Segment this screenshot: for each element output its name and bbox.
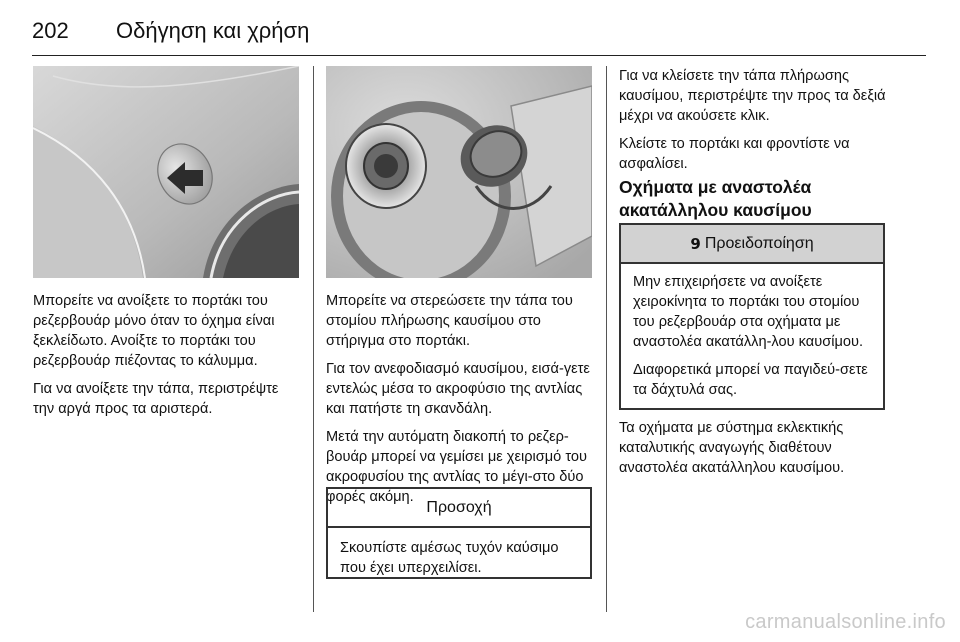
fuel-filler-neck-illustration <box>326 66 592 278</box>
column-3-after-text <box>619 418 887 486</box>
column-divider <box>606 66 607 612</box>
warning-body <box>621 264 883 414</box>
page-number: 202 <box>32 18 69 43</box>
page-title: Οδήγηση και χρήση <box>116 18 310 43</box>
warning-box <box>619 223 885 410</box>
warning-header <box>621 225 883 264</box>
header-rule <box>32 55 926 56</box>
fuel-door-illustration <box>33 66 299 278</box>
column-1-text <box>33 291 301 427</box>
paragraph: Μπορείτε να στερεώσετε την τάπα του στομίου πλήρωσης καυσίμου στο στήριγμα στο πορτάκι. <box>326 293 573 349</box>
column-3-text <box>619 66 887 182</box>
paragraph: Μετά την αυτόματη διακοπή το ρεζερ-βουάρ μπορεί να γεμίσει με χειρισμό του ακροφυσίου της αντλίας το μέγι-στο δύο φορές ακόμη. <box>326 429 587 505</box>
caution-box <box>326 487 592 579</box>
caution-title: Προσοχή <box>328 489 590 528</box>
warning-title: Προειδοποίηση <box>704 234 814 252</box>
page-header <box>0 0 960 58</box>
paragraph: Για τον ανεφοδιασμό καυσίμου, εισά-γετε εντελώς μέσα το ακροφύσιο της αντλίας και πατήστε τη σκανδάλη. <box>326 361 590 417</box>
paragraph: Για να κλείσετε την τάπα πλήρωσης καυσίμου, περιστρέψτε την προς τα δεξιά μέχρι να ακούσετε κλικ. <box>619 68 886 124</box>
paragraph: Τα οχήματα με σύστημα εκλεκτικής καταλυτικής αναγωγής διαθέτουν αναστολέα ακατάλληλου καυσίμου. <box>619 420 845 476</box>
paragraph: Μπορείτε να ανοίξετε το πορτάκι του ρεζερβουάρ μόνο όταν το όχημα είναι ξεκλείδωτο. Ανοίξτε το πορτάκι του ρεζερβουάρ πιέζοντας το κάλυμμα. <box>33 293 275 369</box>
paragraph: Μην επιχειρήσετε να ανοίξετε χειροκίνητα το πορτάκι του στομίου του ρεζερβουάρ στα οχήματα με αναστολέα ακατάλλη-λου καυσίμου. <box>633 274 864 350</box>
watermark: carmanualsonline.info <box>745 611 946 633</box>
warning-icon: 9 <box>690 234 701 253</box>
column-divider <box>313 66 314 612</box>
paragraph: Για να ανοίξετε την τάπα, περιστρέψτε την αργά προς τα αριστερά. <box>33 381 279 417</box>
column-2-text <box>326 291 594 515</box>
section-heading: Οχήματα με αναστολέα ακατάλληλου καυσίμου <box>619 177 812 220</box>
paragraph: Κλείστε το πορτάκι και φροντίστε να ασφαλίσει. <box>619 136 850 172</box>
paragraph: Διαφορετικά μπορεί να παγιδεύ-σετε τα δάχτυλά σας. <box>633 362 868 398</box>
caution-text: Σκουπίστε αμέσως τυχόν καύσιμο που έχει υπερχειλίσει. <box>340 540 559 576</box>
